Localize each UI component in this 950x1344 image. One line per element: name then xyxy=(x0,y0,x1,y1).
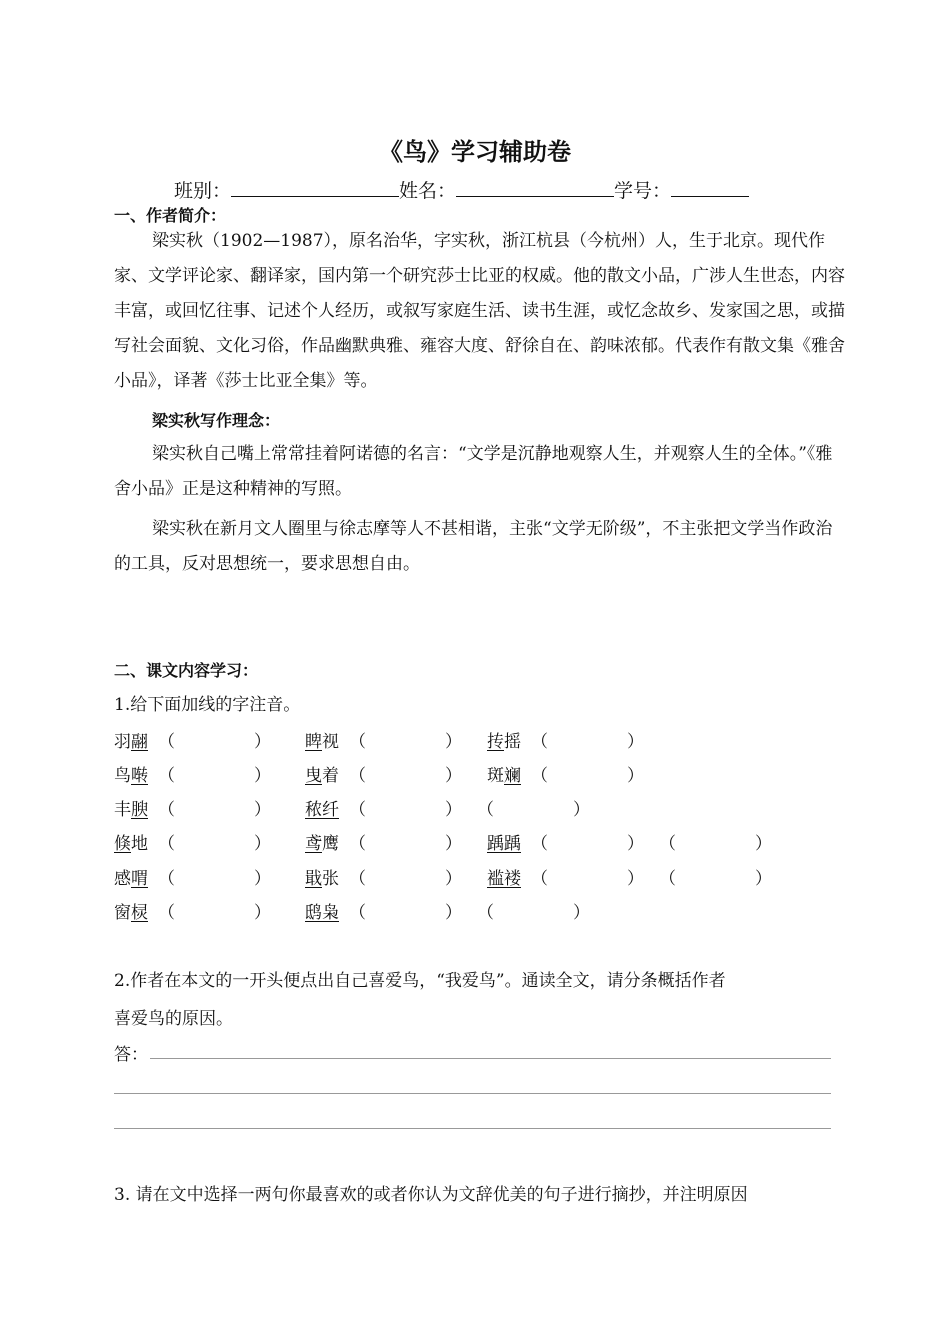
id-label: 学号： xyxy=(614,180,672,202)
vocab-underlined-char: 戢 xyxy=(305,869,322,889)
name-label: 姓名： xyxy=(399,180,457,202)
vocab-item xyxy=(305,795,590,820)
open-paren: （ xyxy=(158,834,175,854)
open-paren: （ xyxy=(531,869,548,889)
vocab-row xyxy=(114,761,849,791)
section-heading-author: 一、作者简介： xyxy=(114,206,227,225)
open-paren: （ xyxy=(349,732,366,752)
close-paren: ） xyxy=(445,800,462,820)
open-paren: （ xyxy=(659,834,676,854)
pinyin-blank[interactable] xyxy=(349,829,461,853)
vocab-item xyxy=(114,864,271,889)
vocab-row xyxy=(114,795,849,825)
page-title: 《鸟》学习辅助卷 xyxy=(379,138,571,166)
pinyin-blank[interactable] xyxy=(158,864,270,888)
close-paren: ） xyxy=(755,869,772,889)
vocab-word-plain: 地 xyxy=(131,834,148,854)
close-paren: ） xyxy=(445,732,462,752)
open-paren: （ xyxy=(531,766,548,786)
close-paren: ） xyxy=(755,834,772,854)
close-paren: ） xyxy=(254,732,271,752)
vocab-underlined-char: 啭 xyxy=(131,766,148,786)
vocab-word-plain: 鸟 xyxy=(114,766,131,786)
question-3: 3. 请在文中选择一两句你最喜欢的或者你认为文辞优美的句子进行摘抄，并注明原因 xyxy=(114,1185,748,1205)
close-paren: ） xyxy=(573,903,590,923)
author-bio: 梁实秋（1902—1987），原名治华，字实秋，浙江杭县（今杭州）人，生于北京。现代作家、文学评论家、翻译家，国内第一个研究莎士比亚的权威。他的散文小品，广涉人生世态，内容丰富，或回忆往事、记述个人经历，或叙写家庭生活、读书生涯，或忆念故乡、发家国之思，或描写社会面貌、文化习俗，作品幽默典雅、雍容大度、舒徐自在、韵味浓郁。代表作有散文集《雅舍小品》，译著《莎士比亚全集》等。 xyxy=(114,231,845,391)
close-paren: ） xyxy=(254,834,271,854)
vocab-underlined-char: 倏 xyxy=(114,834,131,854)
answer-label: 答： xyxy=(114,1045,148,1065)
vocab-word xyxy=(305,834,339,854)
pinyin-blank[interactable] xyxy=(531,864,643,888)
vocab-word-plain: 摇 xyxy=(504,732,521,752)
vocab-item xyxy=(114,761,271,786)
vocab-item xyxy=(114,898,271,923)
vocab-word xyxy=(305,903,339,923)
close-paren: ） xyxy=(445,903,462,923)
vocab-underlined-char: 鸢 xyxy=(305,834,322,854)
vocab-word xyxy=(487,766,521,786)
open-paren: （ xyxy=(158,800,175,820)
pinyin-blank[interactable] xyxy=(349,795,461,819)
answer-line-1[interactable] xyxy=(150,1058,831,1059)
vocab-item xyxy=(305,761,462,786)
vocab-word xyxy=(305,869,339,889)
pinyin-blank[interactable] xyxy=(349,727,461,751)
vocab-word xyxy=(114,766,148,786)
vocab-item xyxy=(305,864,462,889)
vocab-underlined-char: 腴 xyxy=(131,800,148,820)
close-paren: ） xyxy=(627,834,644,854)
open-paren: （ xyxy=(158,732,175,752)
open-paren: （ xyxy=(477,903,494,923)
question-2-line-1: 2.作者在本文的一开头便点出自己喜爱鸟，“我爱鸟”。通读全文，请分条概括作者 xyxy=(114,971,726,991)
close-paren: ） xyxy=(627,869,644,889)
writing-concept-heading: 梁实秋写作理念： xyxy=(152,411,281,430)
open-paren: （ xyxy=(349,834,366,854)
answer-line-3[interactable] xyxy=(114,1128,831,1129)
vocab-underlined-char: 翮 xyxy=(131,732,148,752)
student-info-line xyxy=(174,176,749,203)
vocab-word xyxy=(487,834,521,854)
open-paren: （ xyxy=(349,766,366,786)
class-field[interactable] xyxy=(231,177,399,197)
pinyin-blank[interactable] xyxy=(349,761,461,785)
id-field[interactable] xyxy=(671,177,749,197)
vocab-word-plain: 鹰 xyxy=(322,834,339,854)
vocab-item xyxy=(114,727,271,752)
vocab-word xyxy=(305,732,339,752)
vocab-row xyxy=(114,829,849,859)
pinyin-blank[interactable] xyxy=(158,761,270,785)
vocab-item xyxy=(305,898,590,923)
open-paren: （ xyxy=(158,766,175,786)
pinyin-blank[interactable] xyxy=(349,898,461,922)
open-paren: （ xyxy=(659,869,676,889)
vocab-word xyxy=(114,732,148,752)
vocab-word-plain: 着 xyxy=(322,766,339,786)
close-paren: ） xyxy=(254,766,271,786)
class-label: 班别： xyxy=(174,180,232,202)
question-2-line-2: 喜爱鸟的原因。 xyxy=(114,1009,233,1029)
vocab-underlined-char: 鸱枭 xyxy=(305,903,339,923)
vocab-word xyxy=(487,732,521,752)
open-paren: （ xyxy=(349,903,366,923)
pinyin-blank[interactable] xyxy=(531,727,643,751)
close-paren: ） xyxy=(445,766,462,786)
vocab-word xyxy=(305,800,339,820)
close-paren: ） xyxy=(254,903,271,923)
concept-paragraph-2: 梁实秋在新月文人圈里与徐志摩等人不甚相谐，主张“文学无阶级”，不主张把文学当作政治的工具，反对思想统一，要求思想自由。 xyxy=(114,519,833,574)
open-paren: （ xyxy=(158,903,175,923)
vocab-word xyxy=(114,869,148,889)
vocab-item xyxy=(305,829,462,854)
pinyin-blank[interactable] xyxy=(659,829,771,853)
pinyin-blank[interactable] xyxy=(158,727,270,751)
vocab-row xyxy=(114,727,849,757)
vocab-item xyxy=(114,829,271,854)
close-paren: ） xyxy=(445,869,462,889)
close-paren: ） xyxy=(627,732,644,752)
vocab-underlined-char: 斓 xyxy=(504,766,521,786)
close-paren: ） xyxy=(627,766,644,786)
vocab-underlined-char: 喟 xyxy=(131,869,148,889)
vocab-underlined-char: 踽踽 xyxy=(487,834,521,854)
vocab-word xyxy=(114,903,148,923)
open-paren: （ xyxy=(349,869,366,889)
open-paren: （ xyxy=(349,800,366,820)
vocab-underlined-char: 抟 xyxy=(487,732,504,752)
vocab-item xyxy=(305,727,462,752)
vocab-item xyxy=(487,727,644,752)
pinyin-blank[interactable] xyxy=(158,898,270,922)
close-paren: ） xyxy=(254,869,271,889)
vocab-word-plain: 窗 xyxy=(114,903,131,923)
concept-paragraph-1: 梁实秋自己嘴上常常挂着阿诺德的名言：“文学是沉静地观察人生，并观察人生的全体。”《雅舍小品》正是这种精神的写照。 xyxy=(114,444,833,499)
vocab-underlined-char: 褴褛 xyxy=(487,869,521,889)
close-paren: ） xyxy=(254,800,271,820)
pinyin-blank[interactable] xyxy=(158,829,270,853)
open-paren: （ xyxy=(531,834,548,854)
vocab-word xyxy=(114,800,148,820)
name-field[interactable] xyxy=(456,177,614,197)
vocab-word-plain: 感 xyxy=(114,869,131,889)
vocab-item xyxy=(487,829,772,854)
vocab-row xyxy=(114,864,849,894)
vocab-underlined-char: 秾纤 xyxy=(305,800,339,820)
vocab-item xyxy=(487,864,772,889)
vocab-word xyxy=(487,869,521,889)
vocab-word xyxy=(305,766,339,786)
answer-line-2[interactable] xyxy=(114,1093,831,1094)
section-heading-content: 二、课文内容学习： xyxy=(114,661,259,680)
pinyin-blank[interactable] xyxy=(349,864,461,888)
open-paren: （ xyxy=(531,732,548,752)
vocab-item xyxy=(487,761,644,786)
vocab-word-plain: 斑 xyxy=(487,766,504,786)
close-paren: ） xyxy=(445,834,462,854)
vocab-word-plain: 视 xyxy=(322,732,339,752)
vocab-word-plain: 丰 xyxy=(114,800,131,820)
open-paren: （ xyxy=(158,869,175,889)
pinyin-blank[interactable] xyxy=(659,864,771,888)
pinyin-blank[interactable] xyxy=(477,898,589,922)
vocab-word-plain: 羽 xyxy=(114,732,131,752)
question-1: 1.给下面加线的字注音。 xyxy=(114,695,301,715)
vocab-underlined-char: 曳 xyxy=(305,766,322,786)
vocab-item xyxy=(114,795,271,820)
vocab-underlined-char: 睥 xyxy=(305,732,322,752)
vocab-row xyxy=(114,898,849,928)
vocab-word-plain: 张 xyxy=(322,869,339,889)
pinyin-blank[interactable] xyxy=(531,829,643,853)
vocab-underlined-char: 棂 xyxy=(131,903,148,923)
vocab-word xyxy=(114,834,148,854)
open-paren: （ xyxy=(477,800,494,820)
pinyin-blank[interactable] xyxy=(158,795,270,819)
pinyin-blank[interactable] xyxy=(531,761,643,785)
close-paren: ） xyxy=(573,800,590,820)
pinyin-blank[interactable] xyxy=(477,795,589,819)
